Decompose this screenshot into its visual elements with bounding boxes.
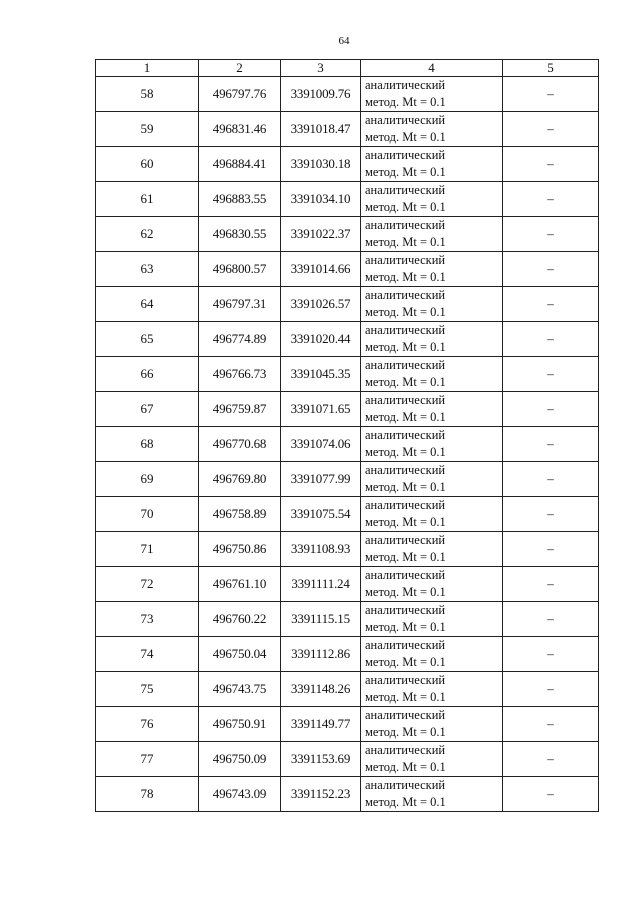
method-accuracy: метод. Mt = 0.1 (365, 655, 446, 669)
point-number-cell: 61 (96, 182, 199, 217)
column-header: 3 (281, 60, 361, 77)
method-accuracy: метод. Mt = 0.1 (365, 305, 446, 319)
method-accuracy: метод. Mt = 0.1 (365, 165, 446, 179)
method-accuracy: метод. Mt = 0.1 (365, 550, 446, 564)
point-number-cell: 60 (96, 147, 199, 182)
method-cell (361, 497, 503, 532)
point-number-cell: 59 (96, 112, 199, 147)
y-coordinate-cell: 3391022.37 (281, 217, 361, 252)
point-number-cell: 78 (96, 777, 199, 812)
x-coordinate-cell: 496884.41 (199, 147, 281, 182)
method-name: аналитический (365, 708, 446, 722)
x-coordinate-cell: 496750.04 (199, 637, 281, 672)
table-row (96, 427, 599, 462)
method-name: аналитический (365, 638, 446, 652)
table-row (96, 112, 599, 147)
method-name: аналитический (365, 148, 446, 162)
table-row (96, 742, 599, 777)
note-cell: – (503, 637, 599, 672)
y-coordinate-cell: 3391108.93 (281, 532, 361, 567)
y-coordinate-cell: 3391034.10 (281, 182, 361, 217)
method-name: аналитический (365, 323, 446, 337)
method-cell (361, 707, 503, 742)
column-header: 2 (199, 60, 281, 77)
method-accuracy: метод. Mt = 0.1 (365, 585, 446, 599)
method-accuracy: метод. Mt = 0.1 (365, 760, 446, 774)
x-coordinate-cell: 496750.09 (199, 742, 281, 777)
table-row (96, 532, 599, 567)
x-coordinate-cell: 496800.57 (199, 252, 281, 287)
note-cell: – (503, 322, 599, 357)
y-coordinate-cell: 3391112.86 (281, 637, 361, 672)
method-name: аналитический (365, 463, 446, 477)
table-row (96, 147, 599, 182)
table-row (96, 252, 599, 287)
y-coordinate-cell: 3391071.65 (281, 392, 361, 427)
y-coordinate-cell: 3391149.77 (281, 707, 361, 742)
column-header: 4 (361, 60, 503, 77)
method-accuracy: метод. Mt = 0.1 (365, 620, 446, 634)
note-cell: – (503, 602, 599, 637)
point-number-cell: 77 (96, 742, 199, 777)
note-cell: – (503, 77, 599, 112)
note-cell: – (503, 112, 599, 147)
method-cell (361, 672, 503, 707)
method-name: аналитический (365, 218, 446, 232)
method-accuracy: метод. Mt = 0.1 (365, 515, 446, 529)
x-coordinate-cell: 496766.73 (199, 357, 281, 392)
y-coordinate-cell: 3391018.47 (281, 112, 361, 147)
table-row (96, 637, 599, 672)
x-coordinate-cell: 496743.09 (199, 777, 281, 812)
table-row (96, 462, 599, 497)
x-coordinate-cell: 496774.89 (199, 322, 281, 357)
method-accuracy: метод. Mt = 0.1 (365, 375, 446, 389)
point-number-cell: 62 (96, 217, 199, 252)
method-cell (361, 567, 503, 602)
point-number-cell: 71 (96, 532, 199, 567)
y-coordinate-cell: 3391014.66 (281, 252, 361, 287)
table-row (96, 567, 599, 602)
note-cell: – (503, 217, 599, 252)
method-name: аналитический (365, 568, 446, 582)
note-cell: – (503, 462, 599, 497)
x-coordinate-cell: 496750.91 (199, 707, 281, 742)
method-cell (361, 217, 503, 252)
method-cell (361, 392, 503, 427)
method-accuracy: метод. Mt = 0.1 (365, 340, 446, 354)
x-coordinate-cell: 496797.31 (199, 287, 281, 322)
y-coordinate-cell: 3391009.76 (281, 77, 361, 112)
method-cell (361, 287, 503, 322)
method-cell (361, 427, 503, 462)
note-cell: – (503, 777, 599, 812)
note-cell: – (503, 147, 599, 182)
table-row (96, 497, 599, 532)
x-coordinate-cell: 496743.75 (199, 672, 281, 707)
note-cell: – (503, 392, 599, 427)
note-cell: – (503, 287, 599, 322)
method-cell (361, 77, 503, 112)
table-row (96, 602, 599, 637)
method-name: аналитический (365, 288, 446, 302)
point-number-cell: 63 (96, 252, 199, 287)
y-coordinate-cell: 3391074.06 (281, 427, 361, 462)
method-cell (361, 182, 503, 217)
x-coordinate-cell: 496761.10 (199, 567, 281, 602)
point-number-cell: 73 (96, 602, 199, 637)
note-cell: – (503, 672, 599, 707)
method-name: аналитический (365, 253, 446, 267)
method-cell (361, 462, 503, 497)
note-cell: – (503, 357, 599, 392)
point-number-cell: 66 (96, 357, 199, 392)
note-cell: – (503, 497, 599, 532)
x-coordinate-cell: 496760.22 (199, 602, 281, 637)
y-coordinate-cell: 3391111.24 (281, 567, 361, 602)
method-accuracy: метод. Mt = 0.1 (365, 130, 446, 144)
method-cell (361, 357, 503, 392)
point-number-cell: 68 (96, 427, 199, 462)
coordinates-table (95, 59, 599, 812)
point-number-cell: 75 (96, 672, 199, 707)
method-name: аналитический (365, 113, 446, 127)
y-coordinate-cell: 3391153.69 (281, 742, 361, 777)
method-cell (361, 637, 503, 672)
y-coordinate-cell: 3391075.54 (281, 497, 361, 532)
table-row (96, 217, 599, 252)
point-number-cell: 64 (96, 287, 199, 322)
point-number-cell: 72 (96, 567, 199, 602)
table-body (96, 77, 599, 812)
method-name: аналитический (365, 78, 446, 92)
point-number-cell: 70 (96, 497, 199, 532)
method-cell (361, 532, 503, 567)
method-accuracy: метод. Mt = 0.1 (365, 690, 446, 704)
method-accuracy: метод. Mt = 0.1 (365, 270, 446, 284)
x-coordinate-cell: 496750.86 (199, 532, 281, 567)
y-coordinate-cell: 3391077.99 (281, 462, 361, 497)
x-coordinate-cell: 496758.89 (199, 497, 281, 532)
table-row (96, 322, 599, 357)
table-row (96, 777, 599, 812)
method-accuracy: метод. Mt = 0.1 (365, 480, 446, 494)
note-cell: – (503, 707, 599, 742)
method-accuracy: метод. Mt = 0.1 (365, 445, 446, 459)
y-coordinate-cell: 3391148.26 (281, 672, 361, 707)
method-accuracy: метод. Mt = 0.1 (365, 235, 446, 249)
note-cell: – (503, 742, 599, 777)
point-number-cell: 67 (96, 392, 199, 427)
note-cell: – (503, 567, 599, 602)
page-number: 64 (338, 35, 350, 47)
table-row (96, 392, 599, 427)
column-header: 1 (96, 60, 199, 77)
note-cell: – (503, 252, 599, 287)
method-cell (361, 602, 503, 637)
note-cell: – (503, 532, 599, 567)
method-name: аналитический (365, 778, 446, 792)
y-coordinate-cell: 3391045.35 (281, 357, 361, 392)
method-name: аналитический (365, 498, 446, 512)
method-name: аналитический (365, 358, 446, 372)
method-cell (361, 777, 503, 812)
table-row (96, 357, 599, 392)
y-coordinate-cell: 3391020.44 (281, 322, 361, 357)
note-cell: – (503, 427, 599, 462)
x-coordinate-cell: 496831.46 (199, 112, 281, 147)
y-coordinate-cell: 3391152.23 (281, 777, 361, 812)
table-row (96, 182, 599, 217)
point-number-cell: 58 (96, 77, 199, 112)
table-header-row (96, 60, 599, 77)
method-cell (361, 147, 503, 182)
method-cell (361, 252, 503, 287)
y-coordinate-cell: 3391115.15 (281, 602, 361, 637)
note-cell: – (503, 182, 599, 217)
method-cell (361, 112, 503, 147)
method-name: аналитический (365, 743, 446, 757)
point-number-cell: 76 (96, 707, 199, 742)
method-name: аналитический (365, 428, 446, 442)
method-accuracy: метод. Mt = 0.1 (365, 795, 446, 809)
point-number-cell: 65 (96, 322, 199, 357)
y-coordinate-cell: 3391026.57 (281, 287, 361, 322)
x-coordinate-cell: 496769.80 (199, 462, 281, 497)
point-number-cell: 69 (96, 462, 199, 497)
x-coordinate-cell: 496830.55 (199, 217, 281, 252)
method-name: аналитический (365, 603, 446, 617)
x-coordinate-cell: 496759.87 (199, 392, 281, 427)
point-number-cell: 74 (96, 637, 199, 672)
x-coordinate-cell: 496883.55 (199, 182, 281, 217)
method-cell (361, 742, 503, 777)
y-coordinate-cell: 3391030.18 (281, 147, 361, 182)
method-accuracy: метод. Mt = 0.1 (365, 95, 446, 109)
table-row (96, 77, 599, 112)
method-name: аналитический (365, 533, 446, 547)
method-name: аналитический (365, 393, 446, 407)
method-name: аналитический (365, 673, 446, 687)
column-header: 5 (503, 60, 599, 77)
method-cell (361, 322, 503, 357)
x-coordinate-cell: 496797.76 (199, 77, 281, 112)
method-accuracy: метод. Mt = 0.1 (365, 410, 446, 424)
x-coordinate-cell: 496770.68 (199, 427, 281, 462)
method-accuracy: метод. Mt = 0.1 (365, 200, 446, 214)
method-accuracy: метод. Mt = 0.1 (365, 725, 446, 739)
method-name: аналитический (365, 183, 446, 197)
table-row (96, 707, 599, 742)
table-row (96, 287, 599, 322)
table-row (96, 672, 599, 707)
